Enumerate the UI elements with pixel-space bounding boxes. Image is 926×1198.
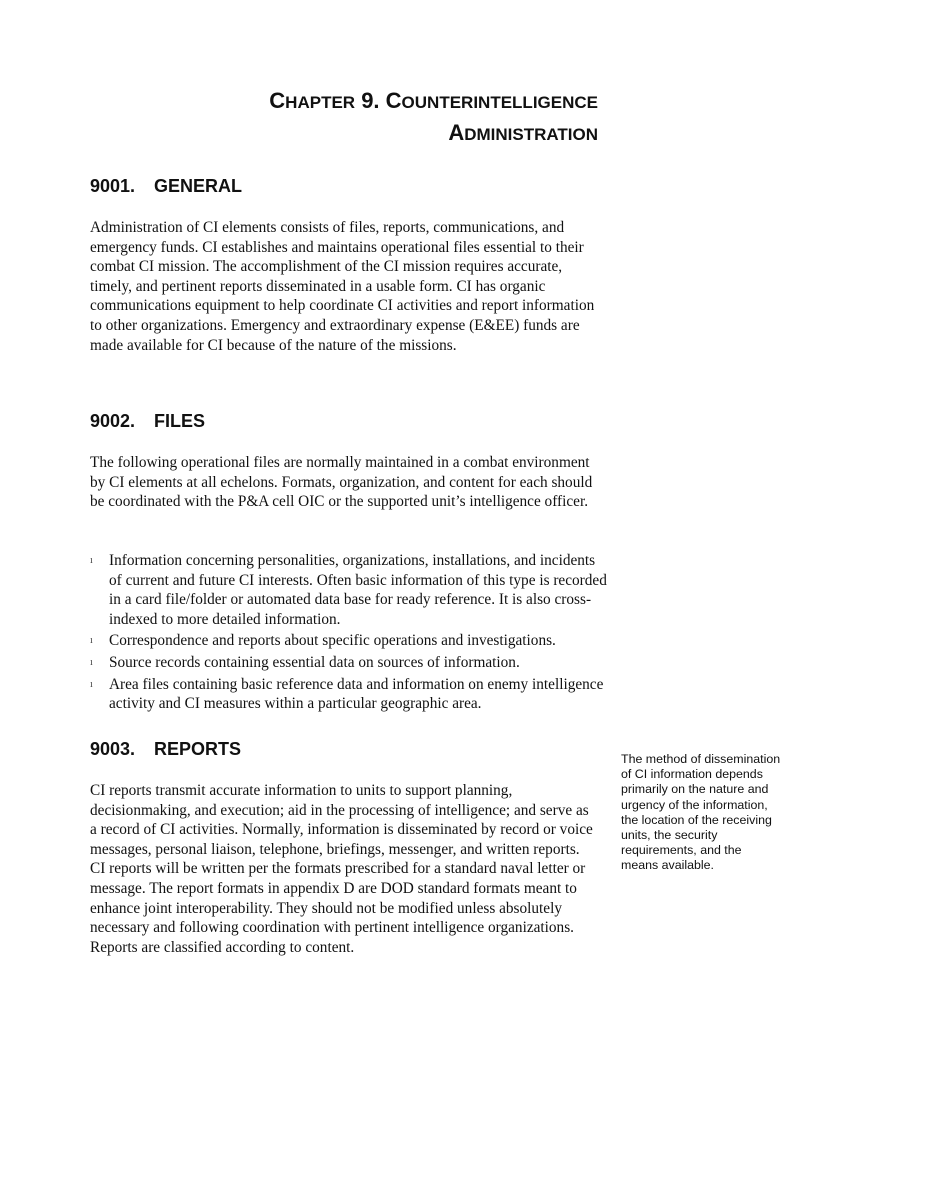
list-item: ı Source records containing essential data on sources of information. (90, 653, 520, 671)
chapter-title-line-2: ADMINISTRATION (448, 120, 598, 145)
bullet-marker: ı (90, 678, 93, 690)
section-heading-reports (90, 739, 241, 760)
section-heading-general (90, 176, 242, 197)
bullet-marker: ı (90, 555, 93, 566)
reports-paragraph: CI reports transmit accurate information to units to support planning, decisionmaking, and execution; aid in the processing of intelligence; and serve as a record of CI activities. Normally, information is disseminated by record or voice messages, personal liaison, telephone, briefings, messenger, and written reports. CI reports will be written per the formats prescribed for a standard naval letter or message. The report formats in appendix D are DOD standard formats meant to enhance joint interoperability. They should not be modified unless absolutely necessary and following coordination with pertinent intelligence organizations. Reports are classified according to content. (90, 782, 593, 956)
section-number: 9002. (90, 411, 136, 431)
list-item: ı Correspondence and reports about specific operations and investigations. (90, 632, 556, 650)
section-title: REPORTS (154, 739, 242, 759)
section-number: 9003. (90, 739, 136, 759)
general-paragraph: Administration of CI elements consists of files, reports, communications, and emergency funds. CI establishes and maintains operational files essential to their combat CI mission. The accomplishment of the CI mission requires accurate, timely, and pertinent reports disseminated in a usable form. CI has organic communications equipment to help coordinate CI activities and report information to other organizations. Emergency and extraordinary expense (E&EE) funds are made available for CI because of the nature of the missions. (90, 219, 595, 354)
files-bullet-list (90, 551, 610, 716)
bullet-marker: ı (90, 635, 93, 647)
files-paragraph: The following operational files are normally maintained in a combat environment by CI elements at all echelons. Formats, organization, and content for each should be coordinated with the P&A cell OIC or the supported unit’s intelligence officer. (90, 454, 593, 511)
section-title: FILES (154, 411, 206, 431)
chapter-title (150, 86, 598, 150)
chapter-title-line-1: CHAPTER 9. COUNTERINTELLIGENCE (269, 88, 598, 113)
section-title: GENERAL (154, 176, 243, 196)
bullet-marker: ı (90, 656, 93, 668)
section-heading-files (90, 411, 205, 432)
list-item: ı Information concerning personalities, organizations, installations, and incidents of current and future CI interests. Often basic information of this type is recorded in a card file/folder or automated data base for ready reference. It is also cross-indexed to more detailed information. (90, 552, 607, 628)
margin-note: The method of dissemination of CI information depends primarily on the nature and urgency of the information, the location of the receiving units, the security requirements, and the means available. (621, 752, 781, 873)
list-item: ı Area files containing basic reference data and information on enemy intelligence activity and CI measures within a particular geographic area. (90, 675, 604, 713)
section-number: 9001. (90, 176, 136, 196)
